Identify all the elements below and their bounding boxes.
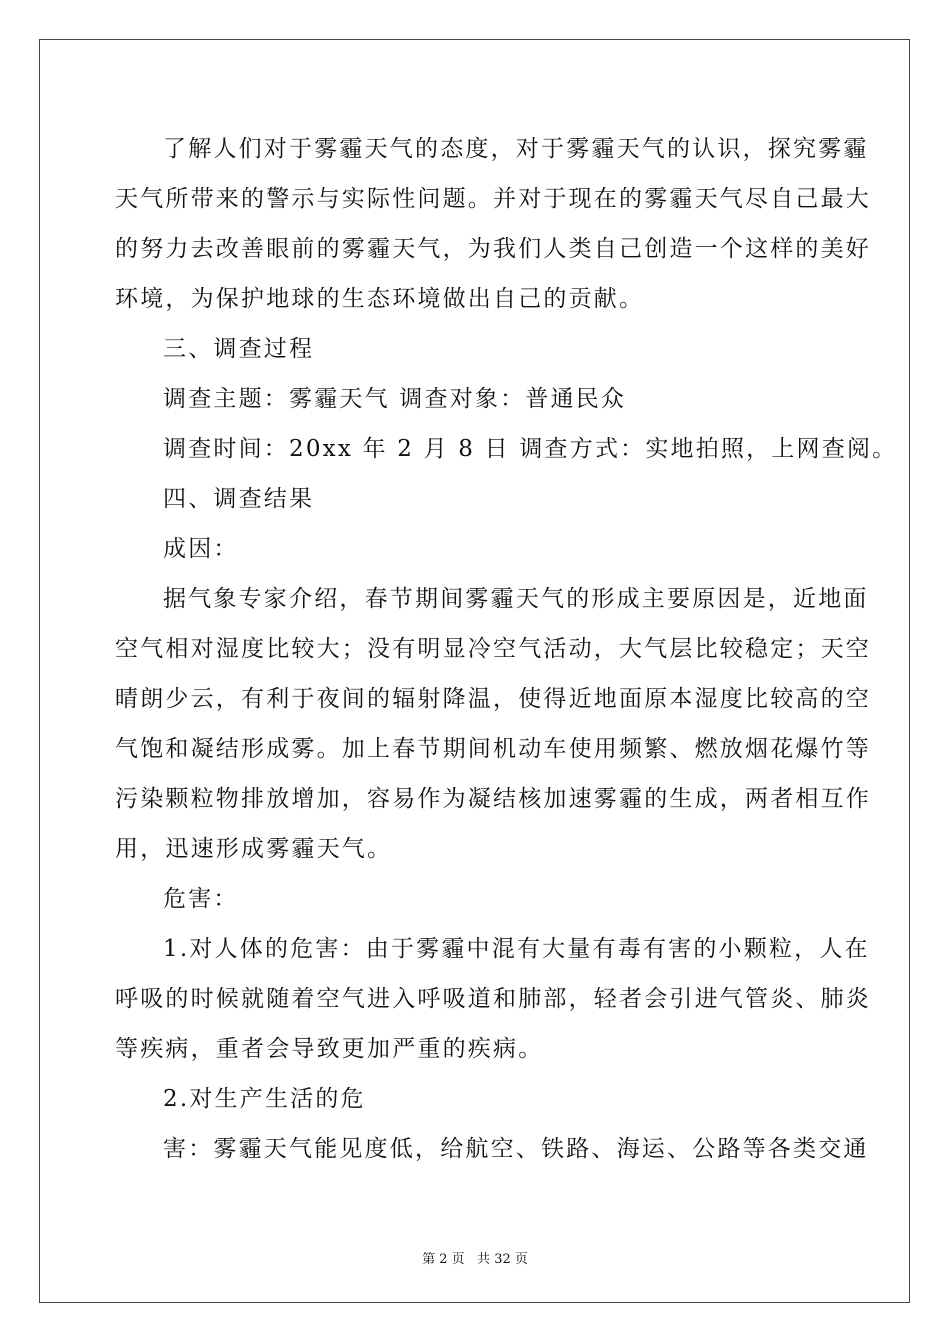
document-body — [115, 124, 898, 1174]
subheading-causes: 成因： — [163, 536, 239, 562]
harm-1-line-3: 等疾病，重者会导致更加严重的疾病。 — [115, 1036, 544, 1062]
survey-topic-line: 调查主题：雾霾天气 调查对象：普通民众 — [163, 386, 627, 412]
body-line-2: 天气所带来的警示与实际性问题。并对于现在的雾霾天气尽自己最大 — [115, 186, 871, 212]
section-heading-process: 三、调查过程 — [163, 336, 315, 362]
body-line-4: 环境，为保护地球的生态环境做出自己的贡献。 — [115, 286, 645, 312]
causes-line-2: 空气相对湿度比较大；没有明显冷空气活动，大气层比较稳定；天空 — [115, 636, 871, 662]
causes-line-3: 晴朗少云，有利于夜间的辐射降温，使得近地面原本湿度比较高的空 — [115, 686, 871, 712]
survey-time-line: 调查时间：20xx 年 2 月 8 日 调查方式：实地拍照，上网查阅。 — [163, 436, 898, 462]
section-heading-results: 四、调查结果 — [163, 486, 315, 512]
body-line-1: 了解人们对于雾霾天气的态度，对于雾霾天气的认识，探究雾霾 — [163, 136, 869, 162]
body-line-3: 的努力去改善眼前的雾霾天气，为我们人类自己创造一个这样的美好 — [115, 236, 871, 262]
causes-line-4: 气饱和凝结形成雾。加上春节期间机动车使用频繁、燃放烟花爆竹等 — [115, 736, 871, 762]
causes-line-6: 用，迅速形成雾霾天气。 — [115, 836, 393, 862]
harm-2-line-1: 害：雾霾天气能见度低，给航空、铁路、海运、公路等各类交通 — [163, 1136, 869, 1162]
subheading-harms: 危害： — [163, 886, 239, 912]
causes-line-1: 据气象专家介绍，春节期间雾霾天气的形成主要原因是，近地面 — [163, 586, 869, 612]
harm-1-line-1: 1.对人体的危害：由于雾霾中混有大量有毒有害的小颗粒，人在 — [163, 936, 870, 962]
harm-2-heading: 2.对生产生活的危 — [163, 1086, 366, 1112]
harm-1-line-2: 呼吸的时候就随着空气进入呼吸道和肺部，轻者会引进气管炎、肺炎 — [115, 986, 871, 1012]
causes-line-5: 污染颗粒物排放增加，容易作为凝结核加速雾霾的生成，两者相互作 — [115, 786, 871, 812]
page-footer: 第 2 页 共 32 页 — [422, 1252, 528, 1267]
